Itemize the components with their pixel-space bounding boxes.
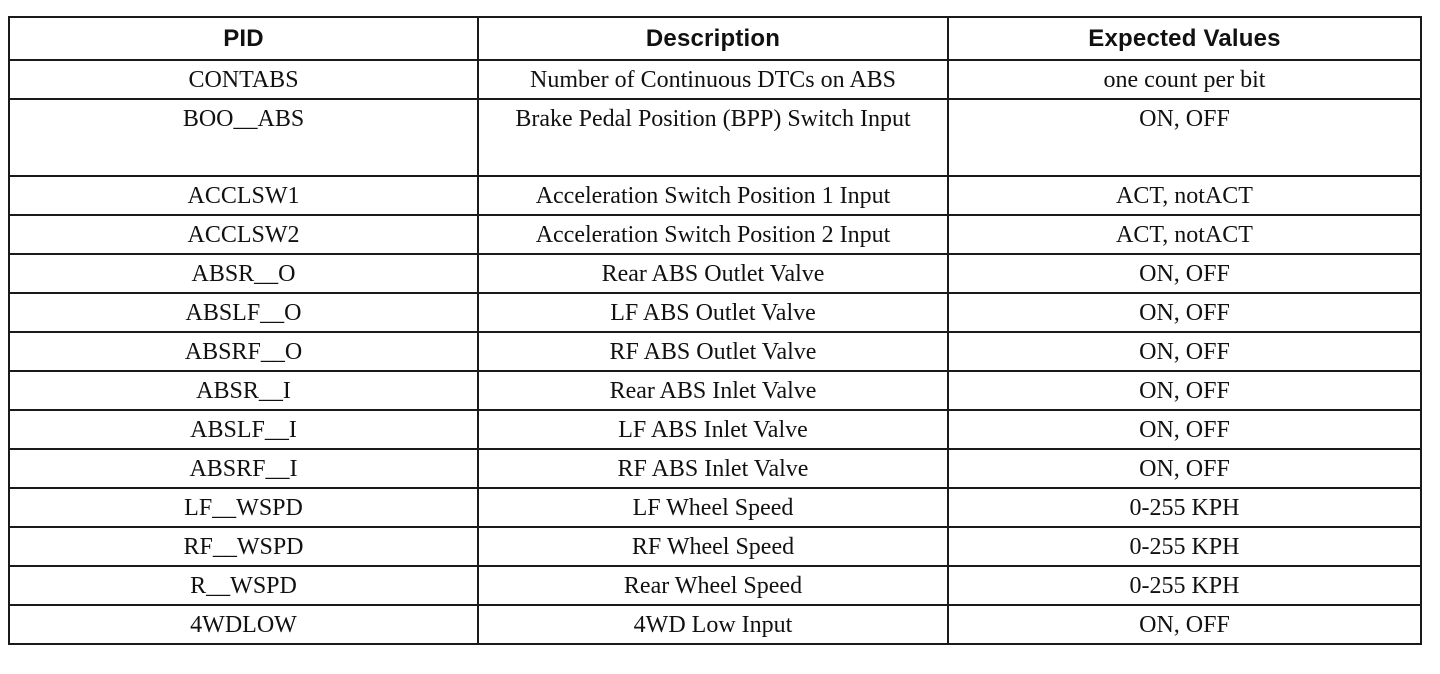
table-row bbox=[9, 60, 1421, 99]
pid-cell: LF__WSPD bbox=[9, 488, 478, 527]
table-row bbox=[9, 99, 1421, 176]
expected-values-cell: 0-255 KPH bbox=[948, 566, 1421, 605]
expected-values-cell: ON, OFF bbox=[948, 99, 1421, 176]
column-header-pid: PID bbox=[9, 17, 478, 60]
description-cell: 4WD Low Input bbox=[478, 605, 948, 644]
description-cell: LF ABS Outlet Valve bbox=[478, 293, 948, 332]
column-header-description: Description bbox=[478, 17, 948, 60]
pid-cell: ABSR__O bbox=[9, 254, 478, 293]
description-cell: LF Wheel Speed bbox=[478, 488, 948, 527]
description-cell: Brake Pedal Position (BPP) Switch Input bbox=[478, 99, 948, 176]
expected-values-cell: ON, OFF bbox=[948, 371, 1421, 410]
table-row bbox=[9, 488, 1421, 527]
expected-values-cell: 0-255 KPH bbox=[948, 488, 1421, 527]
pid-cell: 4WDLOW bbox=[9, 605, 478, 644]
table-header-row bbox=[9, 17, 1421, 60]
description-cell: Acceleration Switch Position 1 Input bbox=[478, 176, 948, 215]
pid-table-container bbox=[8, 16, 1420, 645]
pid-cell: RF__WSPD bbox=[9, 527, 478, 566]
pid-cell: ABSRF__O bbox=[9, 332, 478, 371]
description-cell: RF ABS Inlet Valve bbox=[478, 449, 948, 488]
table-row bbox=[9, 215, 1421, 254]
table-row bbox=[9, 293, 1421, 332]
pid-cell: ABSLF__I bbox=[9, 410, 478, 449]
description-cell: Number of Continuous DTCs on ABS bbox=[478, 60, 948, 99]
expected-values-cell: ON, OFF bbox=[948, 605, 1421, 644]
pid-cell: ACCLSW1 bbox=[9, 176, 478, 215]
expected-values-cell: one count per bit bbox=[948, 60, 1421, 99]
description-cell: Rear Wheel Speed bbox=[478, 566, 948, 605]
table-row bbox=[9, 449, 1421, 488]
table-row bbox=[9, 527, 1421, 566]
expected-values-cell: ACT, notACT bbox=[948, 176, 1421, 215]
pid-cell: ABSR__I bbox=[9, 371, 478, 410]
table-row bbox=[9, 332, 1421, 371]
table-row bbox=[9, 371, 1421, 410]
pid-cell: CONTABS bbox=[9, 60, 478, 99]
expected-values-cell: ON, OFF bbox=[948, 332, 1421, 371]
expected-values-cell: ON, OFF bbox=[948, 293, 1421, 332]
description-cell: Rear ABS Inlet Valve bbox=[478, 371, 948, 410]
pid-table bbox=[8, 16, 1422, 645]
description-cell: Acceleration Switch Position 2 Input bbox=[478, 215, 948, 254]
table-row bbox=[9, 254, 1421, 293]
description-cell: Rear ABS Outlet Valve bbox=[478, 254, 948, 293]
expected-values-cell: ACT, notACT bbox=[948, 215, 1421, 254]
expected-values-cell: 0-255 KPH bbox=[948, 527, 1421, 566]
description-cell: RF ABS Outlet Valve bbox=[478, 332, 948, 371]
pid-cell: BOO__ABS bbox=[9, 99, 478, 176]
pid-cell: ABSLF__O bbox=[9, 293, 478, 332]
table-row bbox=[9, 410, 1421, 449]
expected-values-cell: ON, OFF bbox=[948, 410, 1421, 449]
table-row bbox=[9, 566, 1421, 605]
column-header-expected-values: Expected Values bbox=[948, 17, 1421, 60]
table-row bbox=[9, 176, 1421, 215]
pid-cell: R__WSPD bbox=[9, 566, 478, 605]
expected-values-cell: ON, OFF bbox=[948, 449, 1421, 488]
description-cell: LF ABS Inlet Valve bbox=[478, 410, 948, 449]
expected-values-cell: ON, OFF bbox=[948, 254, 1421, 293]
pid-cell: ACCLSW2 bbox=[9, 215, 478, 254]
description-cell: RF Wheel Speed bbox=[478, 527, 948, 566]
pid-cell: ABSRF__I bbox=[9, 449, 478, 488]
table-row bbox=[9, 605, 1421, 644]
